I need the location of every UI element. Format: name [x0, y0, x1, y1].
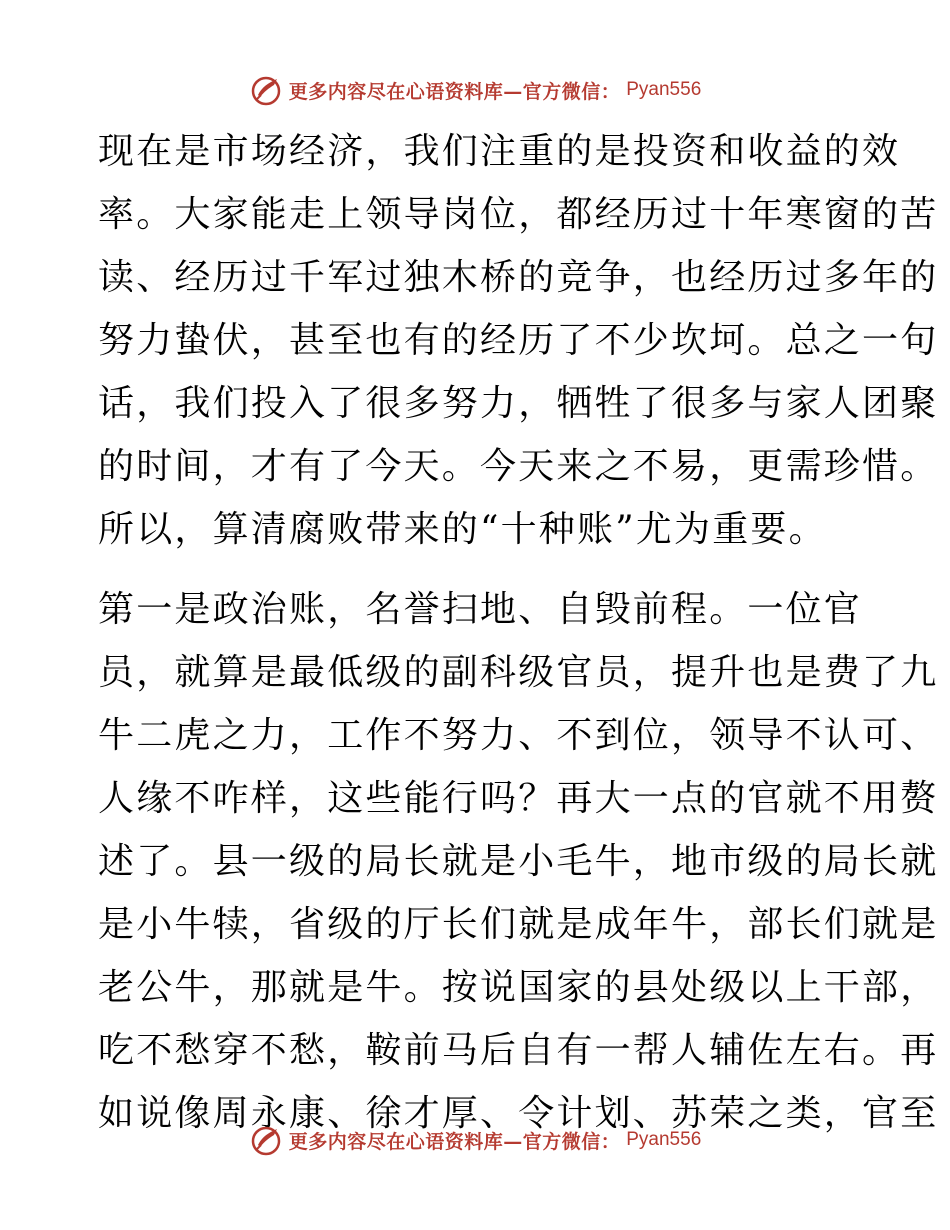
- document-body: [98, 120, 939, 1145]
- text-line: 的时间，才有了今天。今天来之不易，更需珍惜。: [98, 446, 939, 487]
- text-line: 现在是市场经济，我们注重的是投资和收益的效: [98, 131, 901, 172]
- text-line: 率。大家能走上领导岗位，都经历过十年寒窗的苦: [98, 194, 939, 235]
- text-line: 牛二虎之力，工作不努力、不到位，领导不认可、: [98, 715, 939, 756]
- text-line: 是小牛犊，省级的厅长们就是成年牛，部长们就是: [98, 904, 939, 945]
- text-line: 吃不愁穿不愁，鞍前马后自有一帮人辅佐左右。再: [98, 1030, 939, 1071]
- text-line: 努力蛰伏，甚至也有的经历了不少坎坷。总之一句: [98, 320, 939, 361]
- pen-logo-icon: [249, 73, 283, 107]
- text-line: 所以，算清腐败带来的“十种账”尤为重要。: [98, 509, 827, 550]
- text-line: 第一是政治账，名誉扫地、自毁前程。一位官: [98, 589, 863, 630]
- text-line: 述了。县一级的局长就是小毛牛，地市级的局长就: [98, 841, 939, 882]
- pen-logo-icon: [249, 1123, 283, 1157]
- header-wechat-handle: Pyan556: [626, 79, 702, 100]
- header-banner: [0, 70, 950, 110]
- text-line: 话，我们投入了很多努力，牺牲了很多与家人团聚: [98, 383, 939, 424]
- text-line: 如说像周永康、徐才厚、令计划、苏荣之类，官至: [98, 1093, 939, 1134]
- text-line: 员，就算是最低级的副科级官员，提升也是费了九: [98, 652, 939, 693]
- paragraph: [98, 578, 939, 1145]
- text-line: 人缘不咋样，这些能行吗？再大一点的官就不用赘: [98, 778, 939, 819]
- text-line: 读、经历过千军过独木桥的竞争，也经历过多年的: [98, 257, 939, 298]
- footer-wechat-handle: Pyan556: [626, 1129, 702, 1150]
- footer-banner: [0, 1120, 950, 1160]
- footer-banner-text: 更多内容尽在心语资料库—官方微信：: [288, 1130, 621, 1153]
- text-line: 老公牛，那就是牛。按说国家的县处级以上干部，: [98, 967, 939, 1008]
- header-banner-text: 更多内容尽在心语资料库—官方微信：: [288, 80, 621, 103]
- paragraph: [98, 120, 939, 561]
- paragraph-spacer: [98, 561, 858, 578]
